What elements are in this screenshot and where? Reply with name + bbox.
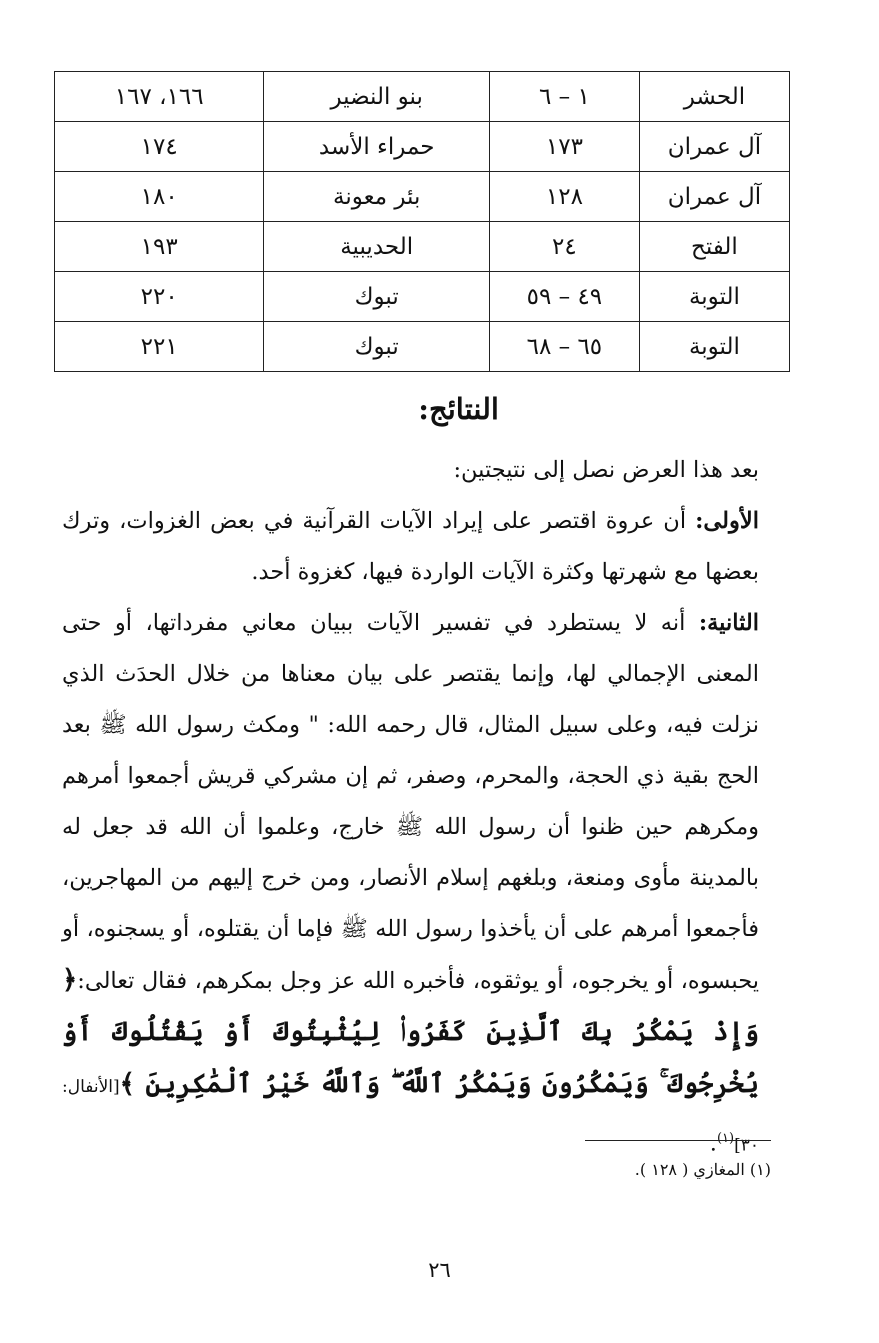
verses-table: [54, 71, 790, 372]
intro-paragraph: بعد هذا العرض نصل إلى نتيجتين:: [453, 457, 759, 483]
event-cell: بنو النضير: [264, 72, 490, 122]
page-cell: ١٦٦، ١٦٧: [55, 72, 264, 122]
ayat-cell: ٢٤: [489, 222, 639, 272]
second-result-text: أنه لا يستطرد في تفسير الآيات ببيان معاني مفرداتها، أو حتى المعنى الإجمالي لها، وإنما يقتصر على بيان معناها من خلال الحدَث الذي نزلت فيه، وعلى سبيل المثال، قال رحمه الله: " ومكث رسول الله ﷺ بعد الحج بقية ذي الحجة، والمحرم، وصفر، ثم إن مشركي قريش أجمعوا أمرهم ومكرهم حين ظنوا أن رسول الله ﷺ خارج، وعلموا أن الله قد جعل له بالمدينة مأوى ومنعة، وبلغهم إسلام الأنصار، ومن خرج إليهم من المهاجرين، فأجمعوا أمرهم على أن يأخذوا رسول الله ﷺ فإما أن يقتلوه، أو يسجنوه، أو يحبسوه، أو يخرجوه، أو يوثقوه، فأخبره الله عز وجل بمكرهم، فقال تعالى:: [62, 610, 759, 994]
page-cell: ١٧٤: [55, 122, 264, 172]
first-result-paragraph: [62, 496, 759, 598]
second-result-label: الثانية:: [698, 610, 759, 636]
ayat-cell: ١٢٨: [489, 172, 639, 222]
first-result-text: أن عروة اقتصر على إيراد الآيات القرآنية في بعض الغزوات، وترك بعضها مع شهرتها وكثرة الآيات الواردة فيها، كغزوة أحد.: [62, 508, 759, 585]
event-cell: تبوك: [264, 322, 490, 372]
sura-cell: الحشر: [639, 72, 789, 122]
event-cell: بئر معونة: [264, 172, 490, 222]
table-row: [55, 222, 790, 272]
quran-verse: ﴿ وَإِذْ يَمْكُرُ بِكَ ٱلَّذِينَ كَفَرُوا۟ لِيُثْبِتُوكَ أَوْ يَقْتُلُوكَ أَوْ يُخْرِجُوكَ ۚ وَيَمْكُرُونَ وَيَمْكُرُ ٱللَّهُ ۖ وَٱللَّهُ خَيْرُ ٱلْمَٰكِرِينَ ﴾: [62, 965, 759, 1099]
table-row: [55, 122, 790, 172]
sura-cell: آل عمران: [639, 122, 789, 172]
page-number: ٢٦: [428, 1258, 451, 1282]
first-result-label: الأولى:: [695, 508, 759, 534]
event-cell: حمراء الأسد: [264, 122, 490, 172]
table-row: [55, 322, 790, 372]
event-cell: تبوك: [264, 272, 490, 322]
section-title: النتائج:: [418, 392, 499, 426]
ayat-cell: ١٧٣: [489, 122, 639, 172]
ayat-cell: ٦٥ – ٦٨: [489, 322, 639, 372]
page-cell: ٢٢١: [55, 322, 264, 372]
verses-table-body: [55, 72, 790, 372]
second-result-paragraph: [62, 598, 759, 1172]
table-row: [55, 172, 790, 222]
table-row: [55, 72, 790, 122]
footnote-marker: (١): [716, 1131, 735, 1146]
sura-cell: التوبة: [639, 322, 789, 372]
footnote-divider: [585, 1140, 771, 1141]
event-cell: الحديبية: [264, 222, 490, 272]
page-cell: ١٨٠: [55, 172, 264, 222]
page-cell: ٢٢٠: [55, 272, 264, 322]
sura-cell: الفتح: [639, 222, 789, 272]
page-cell: ١٩٣: [55, 222, 264, 272]
table-row: [55, 272, 790, 322]
body-text: [62, 445, 759, 1172]
sura-cell: آل عمران: [639, 172, 789, 222]
footnote: (١) المغازي ( ١٢٨ ).: [634, 1160, 771, 1179]
paragraph-end: .: [709, 1130, 717, 1157]
sura-cell: التوبة: [639, 272, 789, 322]
ayat-cell: ١ – ٦: [489, 72, 639, 122]
ayat-cell: ٤٩ – ٥٩: [489, 272, 639, 322]
verse-reference: [الأنفال: ٣٠]: [62, 1077, 759, 1156]
